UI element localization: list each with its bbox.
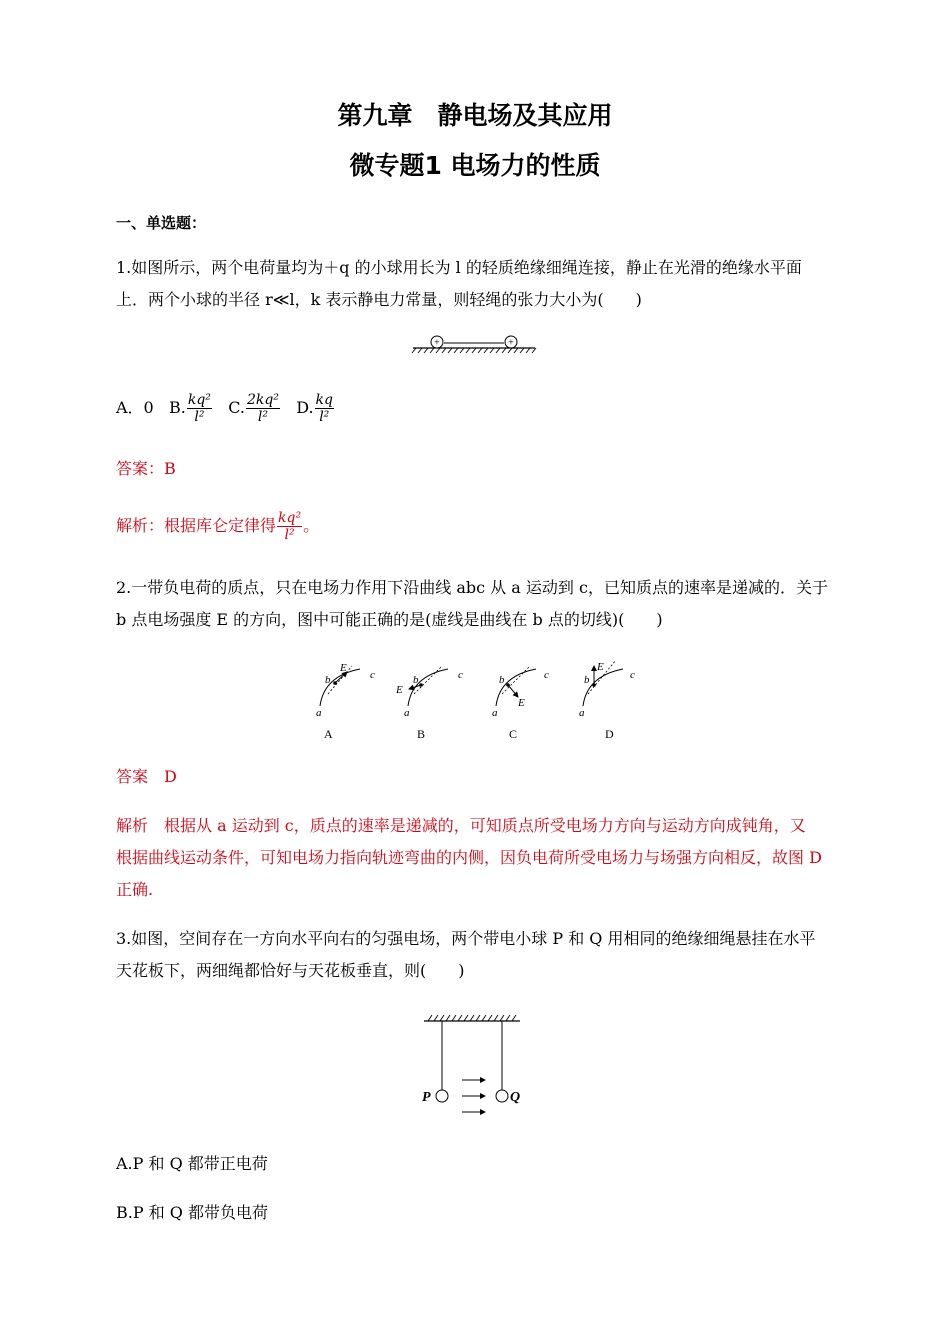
q1-analysis-fraction: $\frac{\text{kq²}}{\text{l²}}$ — [278, 510, 302, 543]
left-ball-charge: + — [434, 337, 440, 349]
q1-option-d-fraction: $\frac{kq}{\text{l²}}$ — [315, 392, 333, 425]
caption-a: A — [324, 727, 333, 741]
svg-text:E: E — [597, 661, 604, 673]
q1-option-d-label: D. — [296, 398, 314, 417]
svg-text:b: b — [413, 674, 419, 686]
curve-panel-b — [395, 666, 463, 741]
q3-figure-pendulums — [416, 1012, 528, 1122]
caption-b: B — [417, 727, 426, 741]
q2-analysis-line1: 解析 根据从 a 运动到 c，质点的速率是递减的，可知质点所受电场力方向与运动方向成钝角，又 — [116, 816, 806, 835]
svg-text:a: a — [492, 707, 498, 719]
svg-text:E: E — [396, 684, 403, 696]
svg-text:E: E — [518, 697, 525, 709]
q1-option-c-fraction: $\frac{\text{2kq²}}{\text{l²}}$ — [246, 392, 279, 425]
svg-text:b: b — [584, 674, 590, 686]
q2-stem-line2: b 点电场强度 E 的方向，图中可能正确的是(虚线是曲线在 b 点的切线)( ) — [116, 610, 663, 629]
right-ball-charge: + — [508, 337, 514, 349]
svg-text:a: a — [316, 707, 322, 719]
svg-text:b: b — [499, 674, 505, 686]
topic-title: 微专题1 电场力的性质 — [349, 151, 601, 180]
q3-stem-line1: 3.如图，空间存在一方向水平向右的匀强电场，两个带电小球 P 和 Q 用相同的绝缘细绳悬挂在水平 — [116, 929, 816, 948]
svg-text:b: b — [325, 674, 331, 686]
q2-stem-line1: 2.一带负电荷的质点，只在电场力作用下沿曲线 abc 从 a 运动到 c，已知质点的速率是递减的．关于 — [116, 578, 828, 597]
q2-analysis-line3: 正确. — [116, 880, 154, 899]
svg-text:c: c — [630, 669, 635, 681]
q1-options — [116, 389, 836, 427]
q2-answer: 答案 D — [116, 767, 177, 786]
q3-stem-line2: 天花板下，两细绳都恰好与天花板垂直，则( ) — [116, 961, 465, 980]
chapter-title: 第九章 静电场及其应用 — [337, 101, 613, 130]
label-q: Q — [510, 1090, 521, 1105]
svg-text:a: a — [404, 707, 410, 719]
caption-c: C — [509, 727, 518, 741]
caption-d: D — [605, 727, 614, 741]
q3-option-a: A.P 和 Q 都带正电荷 — [116, 1154, 268, 1173]
svg-text:c: c — [458, 669, 463, 681]
section-heading: 一、单选题： — [116, 214, 207, 232]
q1-answer: 答案：B — [116, 459, 176, 478]
svg-text:a: a — [579, 707, 585, 719]
q1-figure-two-balls — [410, 332, 538, 354]
curve-panel-c — [492, 666, 549, 741]
svg-text:E: E — [340, 662, 347, 674]
svg-text:c: c — [370, 669, 375, 681]
q1-analysis: 解析：根据库仑定律得 $\frac{\text{kq²}}{\text{l²}}$ 。 — [116, 510, 320, 543]
q2-figure-curves — [300, 656, 650, 744]
label-p: P — [422, 1090, 431, 1105]
q1-option-b-fraction: $\frac{\text{kq²}}{\text{l²}}$ — [187, 392, 211, 425]
curve-panel-d — [579, 660, 635, 741]
svg-text:c: c — [544, 669, 549, 681]
q3-option-b: B.P 和 Q 都带负电荷 — [116, 1203, 268, 1222]
q2-analysis-line2: 根据曲线运动条件，可知电场力指向轨迹弯曲的内侧，因负电荷所受电场力与场强方向相反，故图 D — [116, 848, 822, 867]
q1-option-c-label: C. — [228, 398, 245, 417]
q1-option-b-label: B. — [169, 398, 186, 417]
curve-panel-a — [316, 662, 375, 741]
q1-stem-line1: 1.如图所示，两个电荷量均为＋q 的小球用长为 l 的轻质绝缘细绳连接，静止在光滑的绝缘水平面 — [116, 258, 802, 277]
q1-option-a: A．0 — [116, 398, 154, 417]
q1-stem-line2: 上．两个小球的半径 r≪l，k 表示静电力常量，则轻绳的张力大小为( ) — [116, 290, 642, 309]
